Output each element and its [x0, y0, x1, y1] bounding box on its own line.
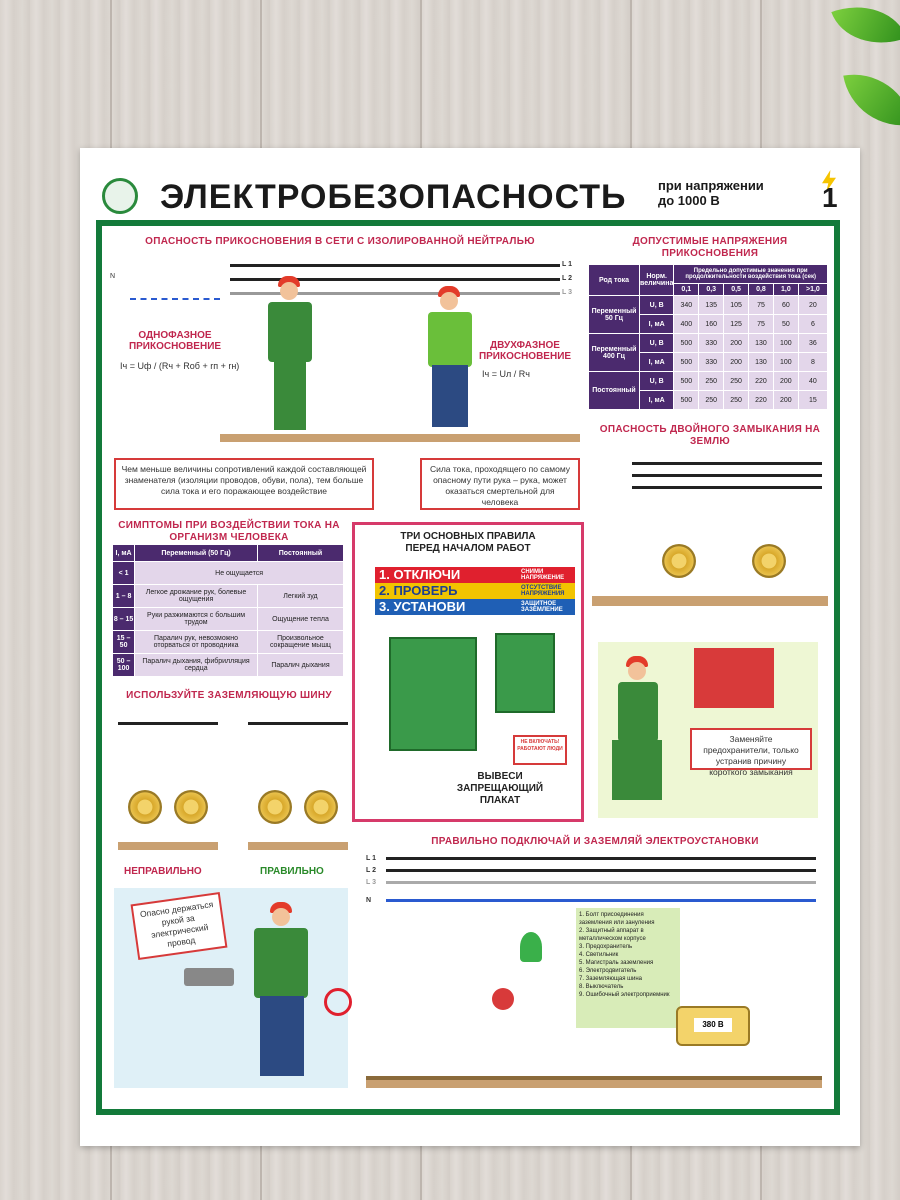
cell-value: 250: [724, 372, 749, 391]
drill-scene: [114, 888, 348, 1088]
th-duration: >1,0: [798, 284, 827, 296]
legend-item: 3. Предохранитель: [579, 944, 633, 950]
label-l2: L 2: [562, 275, 572, 282]
cell-symptom: 15 – 50: [113, 631, 135, 654]
label-wrong: НЕПРАВИЛЬНО: [124, 866, 202, 877]
cell-kind: Постоянный: [589, 372, 640, 410]
wire: [632, 462, 822, 465]
rules-title-line: ПЕРЕД НАЧАЛОМ РАБОТ: [405, 543, 531, 554]
cell-symptom: < 1: [113, 562, 135, 585]
cell-value: 75: [749, 296, 774, 315]
cell-value: 15: [798, 391, 827, 410]
legend-item: 1. Болт присоединения заземления или зануления: [579, 912, 655, 926]
cell-symptom: Произвольное сокращение мышц: [257, 631, 343, 654]
worker-legs: [612, 740, 662, 800]
cell-symptom: 1 – 8: [113, 585, 135, 608]
cell-kind: Переменный 400 Гц: [589, 334, 640, 372]
cell-symptom: Руки разжимаются с большим трудом: [135, 608, 258, 631]
switch-cabinet-small: [495, 633, 555, 713]
th-duration: 1,0: [773, 284, 798, 296]
table-row: [113, 608, 344, 631]
th-kind: Род тока: [589, 265, 640, 296]
cell-symptom: 50 – 100: [113, 654, 135, 677]
rule-text: 2. ПРОВЕРЬ: [379, 583, 458, 598]
legend-box: [576, 908, 680, 1028]
worker-head: [628, 662, 646, 680]
wire: [118, 722, 218, 725]
leaf-decoration: [843, 65, 900, 135]
rules-title-line: ТРИ ОСНОВНЫХ ПРАВИЛА: [400, 531, 536, 542]
worker-head: [280, 282, 298, 300]
ground-bus-scene: [114, 706, 346, 862]
cell-unit: U, В: [640, 334, 674, 353]
floor: [220, 434, 580, 442]
warning-sign: НЕ ВКЛЮЧАТЬ! РАБОТАЮТ ЛЮДИ: [513, 735, 567, 765]
cell-value: 160: [699, 315, 724, 334]
cell-value: 36: [798, 334, 827, 353]
motor-icon: [304, 790, 338, 824]
table-row: [589, 334, 828, 353]
cell-unit: I, мА: [640, 391, 674, 410]
cell-value: 500: [674, 372, 699, 391]
motor-380: [676, 1006, 750, 1046]
caption-line: ЗАПРЕЩАЮЩИЙ: [456, 783, 544, 794]
cell-value: 250: [724, 391, 749, 410]
fuse-box: [694, 648, 774, 708]
th-symptom: Переменный (50 Гц): [135, 545, 258, 562]
symptoms-table: [112, 544, 344, 677]
legend-item: 7. Заземляющая шина: [579, 976, 642, 982]
cell-value: 130: [749, 353, 774, 372]
th-symptom: Постоянный: [257, 545, 343, 562]
note-resistance: Чем меньше величины сопротивлений каждой составляющей знаменателя (изоляции проводов, обуви, пола), тем больше сила тока и его поражающее воздействие: [114, 458, 374, 510]
th-symptom: I, мА: [113, 545, 135, 562]
worker-body: [268, 302, 312, 362]
formula-single: Iч = Uф / (Rч + Rоб + rп + rн): [120, 361, 240, 371]
cell-value: 125: [724, 315, 749, 334]
note-fuses: Заменяйте предохранители, только устранив причину короткого замыкания: [690, 728, 812, 770]
worker-body: [428, 312, 472, 367]
isolated-scene: [110, 252, 580, 442]
cell-symptom: Легкий зуд: [257, 585, 343, 608]
motor-icon: [128, 790, 162, 824]
cell-value: 250: [699, 391, 724, 410]
cell-symptom: Паралич дыхания, фибрилляция сердца: [135, 654, 258, 677]
table-row: [113, 585, 344, 608]
table-row: [113, 562, 344, 585]
wire-l3: [386, 881, 816, 884]
poster-number: 1: [822, 182, 838, 213]
worker-body: [618, 682, 658, 742]
drill-icon: [184, 968, 234, 986]
legend-item: 2. Защитный аппарат в металлическом корпусе: [579, 928, 646, 942]
rule-check: [375, 583, 575, 599]
rule-disconnect: [375, 567, 575, 583]
cell-value: 40: [798, 372, 827, 391]
th-norm: Норм. величина: [640, 265, 674, 296]
three-rules-panel: [352, 522, 584, 822]
rule-text: 3. УСТАНОВИ: [379, 599, 466, 614]
legend-item: 4. Светильник: [579, 952, 619, 958]
subtitle-line: при напряжении: [658, 178, 764, 193]
heading-allowed-voltage: ДОПУСТИМЫЕ НАПРЯЖЕНИЯ ПРИКОСНОВЕНИЯ: [632, 236, 788, 259]
th-duration: 0,8: [749, 284, 774, 296]
th-duration: 0,5: [724, 284, 749, 296]
wire: [632, 474, 822, 477]
ground: [592, 596, 828, 606]
cell-value: 100: [773, 353, 798, 372]
label-right: ПРАВИЛЬНО: [260, 866, 324, 877]
label-l2: L 2: [366, 867, 376, 874]
table-row: [113, 654, 344, 677]
legend-item: 5. Магистраль заземления: [579, 960, 654, 966]
cell-symptom: 8 – 15: [113, 608, 135, 631]
heading-symptoms: СИМПТОМЫ ПРИ ВОЗДЕЙСТВИИ ТОКА НА ОРГАНИЗМ ЧЕЛОВЕКА: [118, 520, 340, 543]
motor-icon: [662, 544, 696, 578]
safety-poster: [80, 148, 860, 1146]
wire-l1: [230, 264, 560, 267]
label-n: N: [110, 273, 116, 280]
rule-text: 1. ОТКЛЮЧИ: [379, 567, 461, 582]
cell-unit: U, В: [640, 372, 674, 391]
worker-legs: [260, 996, 304, 1076]
transformer-coils: [130, 258, 220, 300]
th-duration: 0,1: [674, 284, 699, 296]
label-l1: L 1: [366, 855, 376, 862]
fuse-scene: [598, 642, 818, 818]
heading-connect: ПРАВИЛЬНО ПОДКЛЮЧАЙ И ЗАЗЕМЛЯЙ ЭЛЕКТРОУСТАНОВКИ: [431, 836, 759, 847]
legend-item: 8. Выключатель: [579, 984, 624, 990]
cell-unit: U, В: [640, 296, 674, 315]
label-l3: L 3: [366, 879, 376, 886]
formula-double: Iч = Uл / Rч: [482, 369, 530, 379]
cell-symptom: Паралич рук, невозможно оторваться от проводника: [135, 631, 258, 654]
cell-value: 130: [749, 334, 774, 353]
cell-value: 500: [674, 391, 699, 410]
danger-circle: [324, 988, 352, 1016]
note-hold-wire: Опасно держаться рукой за электрический провод: [131, 892, 228, 960]
double-fault-scene: [592, 448, 828, 618]
rule-note: СНИМИ НАПРЯЖЕНИЕ: [521, 569, 565, 581]
rules-caption: [425, 771, 575, 807]
worker-legs: [274, 360, 306, 430]
cell-symptom: Не ощущается: [135, 562, 344, 585]
wire: [248, 722, 348, 725]
th-duration: 0,3: [699, 284, 724, 296]
cell-value: 6: [798, 315, 827, 334]
cell-value: 200: [724, 353, 749, 372]
cell-value: 330: [699, 353, 724, 372]
poster-title: ЭЛЕКТРОБЕЗОПАСНОСТЬ: [160, 178, 627, 216]
cell-value: 330: [699, 334, 724, 353]
wire-l1: [386, 857, 816, 860]
rule-install: [375, 599, 575, 615]
emblem-logo: [102, 178, 138, 214]
cell-value: 8: [798, 353, 827, 372]
worker-body: [254, 928, 308, 998]
cell-value: 200: [724, 334, 749, 353]
motor-icon: [258, 790, 292, 824]
cell-unit: I, мА: [640, 353, 674, 372]
ground: [118, 842, 218, 850]
ground: [248, 842, 348, 850]
worker-head: [272, 908, 290, 926]
rule-note: ЗАЩИТНОЕ ЗАЗЕМЛЕНИЕ: [521, 601, 563, 613]
label-n: N: [366, 897, 372, 904]
label-l3: L 3: [562, 289, 572, 296]
caption-line: ВЫВЕСИ: [477, 771, 523, 782]
cell-value: 100: [773, 334, 798, 353]
cell-value: 400: [674, 315, 699, 334]
worker-head: [440, 292, 458, 310]
voltage-plate: 380 В: [694, 1018, 732, 1032]
wire-l2: [386, 869, 816, 872]
cell-value: 50: [773, 315, 798, 334]
th-span: Предельно допустимые значения при продолжительности воздействия тока (сек): [674, 265, 828, 284]
cell-symptom: Ощущение тепла: [257, 608, 343, 631]
motor-icon: [752, 544, 786, 578]
lamp-icon: [520, 932, 542, 962]
cell-value: 500: [674, 353, 699, 372]
wire: [632, 486, 822, 489]
cell-symptom: Легкое дрожание рук, болевые ощущения: [135, 585, 258, 608]
heading-double-fault: ОПАСНОСТЬ ДВОЙНОГО ЗАМЫКАНИЯ НА ЗЕМЛЮ: [599, 424, 821, 447]
cell-value: 340: [674, 296, 699, 315]
note-hand-hand: Сила тока, проходящего по самому опасному пути рука – рука, может оказаться смертельной для человека: [420, 458, 580, 510]
legend-item: 9. Ошибочный электроприемник: [579, 992, 670, 998]
cell-value: 20: [798, 296, 827, 315]
cell-value: 220: [749, 372, 774, 391]
worker-legs: [432, 365, 468, 427]
legend-item: 6. Электродвигатель: [579, 968, 637, 974]
switch-icon: [492, 988, 514, 1010]
cell-symptom: Паралич дыхания: [257, 654, 343, 677]
installation-scene: [366, 852, 826, 1092]
label-l1: L 1: [562, 261, 572, 268]
floor: [366, 1080, 822, 1088]
cell-value: 135: [699, 296, 724, 315]
leaf-decoration: [831, 0, 900, 59]
cell-value: 60: [773, 296, 798, 315]
heading-isolated: ОПАСНОСТЬ ПРИКОСНОВЕНИЯ В СЕТИ С ИЗОЛИРОВАННОЙ НЕЙТРАЛЬЮ: [145, 236, 535, 247]
poster-subtitle: [658, 178, 764, 208]
rules-title: [355, 531, 581, 555]
cell-value: 200: [773, 391, 798, 410]
cell-value: 105: [724, 296, 749, 315]
switch-cabinet: [389, 637, 477, 751]
table-row: [589, 296, 828, 315]
cell-value: 200: [773, 372, 798, 391]
cell-kind: Переменный 50 Гц: [589, 296, 640, 334]
cell-value: 75: [749, 315, 774, 334]
cell-value: 250: [699, 372, 724, 391]
wire-n: [386, 899, 816, 902]
table-row: [589, 372, 828, 391]
caption-line: ПЛАКАТ: [479, 795, 521, 806]
voltage-table: [588, 264, 828, 410]
subtitle-line: до 1000 В: [658, 193, 720, 208]
cell-value: 220: [749, 391, 774, 410]
label-two-phase: ДВУХФАЗНОЕ ПРИКОСНОВЕНИЕ: [478, 340, 572, 362]
table-row: [113, 631, 344, 654]
cell-value: 500: [674, 334, 699, 353]
label-single-phase: ОДНОФАЗНОЕ ПРИКОСНОВЕНИЕ: [128, 330, 222, 352]
rule-note: ОТСУТСТВИЕ НАПРЯЖЕНИЯ: [521, 585, 565, 597]
heading-ground-bus: ИСПОЛЬЗУЙТЕ ЗАЗЕМЛЯЮЩУЮ ШИНУ: [126, 690, 332, 701]
motor-icon: [174, 790, 208, 824]
cell-unit: I, мА: [640, 315, 674, 334]
